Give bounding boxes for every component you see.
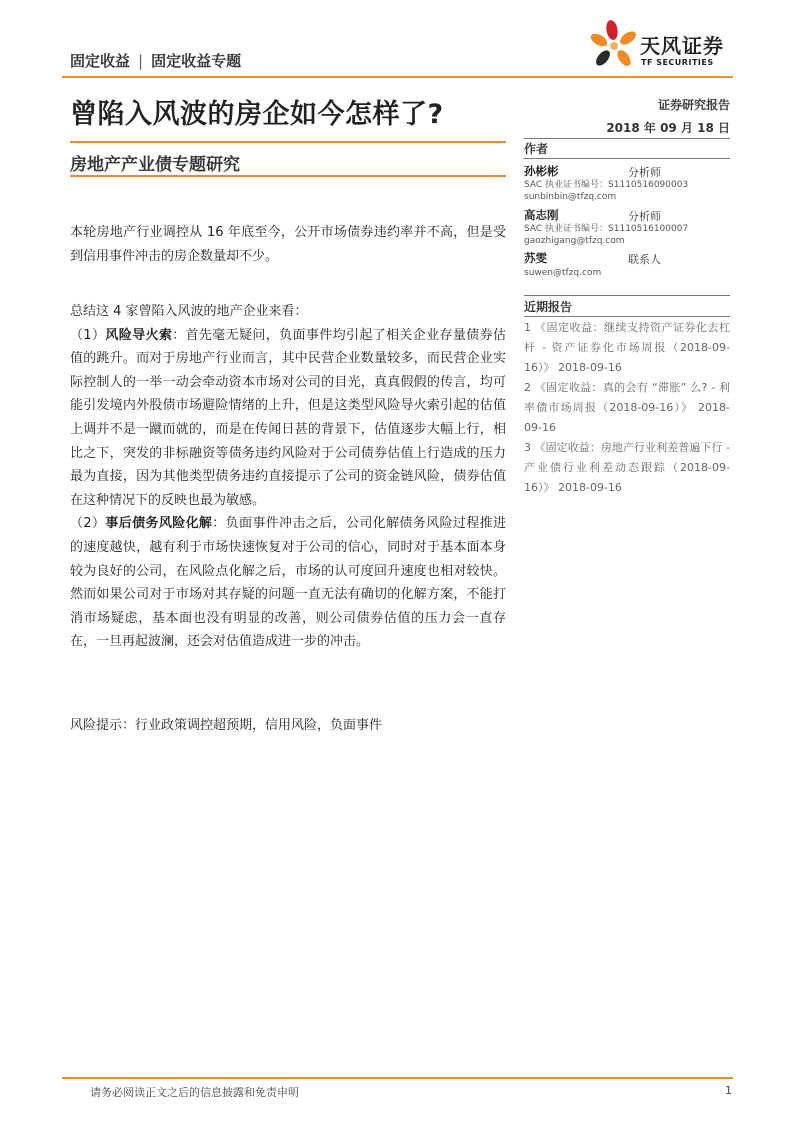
- point-one-text: ：首先毫无疑问，负面事件均引起了相关企业存量债券估值的跳升。而对于房地产行业而言，其中民营企业数量较多，而民营企业实际控制人的一举一动会牵动资本市场对公司的目光，真真假假的传言，均可能引发境内外股债市场避险情绪的上升，但是这类型风险导火索引起的估值上调并不是一蹴而就的，而是在传闻日甚的背景下，估值逐步大幅上行，相比之下，突发的非标融资等债务违约风险对于公司债券估值上行造成的压力最为直接，因为其他类型债务违约直接提示了公司的资金链风险，债券估值在这种情况下的反映也最为敏感。: [70, 327, 506, 508]
- recent-report-item[interactable]: 2 《固定收益：真的会有 “滞胀” 么? - 利率债市场周报（2018-09-16）》 2018-09-16: [524, 381, 730, 434]
- author-block: [524, 250, 730, 279]
- risk-warning-text: 风险提示：行业政策调控超预期，信用风险，负面事件: [70, 718, 383, 733]
- author-role: 分析师: [628, 210, 661, 223]
- breadcrumb-category: 固定收益: [70, 52, 131, 70]
- author-email: sunbinbin@tfzq.com: [524, 192, 617, 202]
- intro-paragraph: [70, 221, 506, 268]
- point-two-heading: 事后债务风险化解: [105, 516, 213, 532]
- logo-name: 天风证券: [640, 34, 724, 58]
- author-name: 孙彬彬: [524, 164, 559, 178]
- author-email: gaozhigang@tfzq.com: [524, 236, 625, 246]
- breadcrumb-subcategory: 固定收益专题: [151, 52, 242, 70]
- intro-text: 本轮房地产行业调控从 16 年底至今，公开市场债券违约率并不高，但是受到信用事件冲击的房企数量却不少。: [70, 225, 506, 264]
- subtitle-divider: [70, 175, 506, 177]
- risk-warning: [70, 714, 506, 738]
- report-subtitle: 房地产产业债专题研究: [70, 155, 240, 175]
- recent-report-item[interactable]: 3 《固定收益：房地产行业利差普遍下行 - 产业债行业利差动态跟踪（2018-09-16）》 2018-09-16: [524, 441, 730, 494]
- author-name: 高志刚: [524, 208, 559, 222]
- author-cert: SAC 执业证书编号：S1110516090003: [524, 180, 689, 190]
- author-role: 分析师: [628, 166, 661, 179]
- report-type: 证券研究报告: [657, 98, 730, 112]
- recent-heading-rule: [524, 316, 730, 317]
- point-two: [70, 512, 506, 654]
- authors-top-rule: [524, 138, 730, 139]
- footer-divider: [62, 1077, 733, 1079]
- author-role: 联系人: [628, 253, 661, 266]
- breadcrumb-separator: |: [138, 52, 144, 70]
- author-name: 苏雯: [524, 251, 547, 265]
- point-two-text: ：负面事件冲击之后，公司化解债务风险过程推进的速度越快，越有利于市场快速恢复对于公司的信心，同时对于基本面本身较为良好的公司，在风险点化解之后，市场的认可度回升速度也相对较快。然而如果公司对于市场对其存疑的问题一直无法有确切的化解方案，不能打消市场疑虑，基本面也没有明显的改善，则公司债券估值的压力会一直存在，一旦再起波澜，还会对估值造成进一步的冲击。: [70, 516, 506, 650]
- summary-lead: 总结这 4 家曾陷入风波的地产企业来看：: [70, 304, 308, 319]
- point-one-number: （1）: [70, 327, 106, 343]
- breadcrumb: [70, 50, 241, 71]
- recent-report-item[interactable]: 1 《固定收益：继续支持资产证券化去杠杆 - 资产证券化市场周报（2018-09-16）》 2018-09-16: [524, 321, 730, 374]
- page-number: 1: [725, 1084, 732, 1097]
- point-one: [70, 324, 506, 513]
- author-block: [524, 163, 730, 203]
- summary-section: [70, 300, 506, 654]
- author-cert: SAC 执业证书编号：S1110516100007: [524, 224, 689, 234]
- logo-english-name: TF SECURITIES: [641, 58, 714, 67]
- authors-heading: 作者: [524, 142, 549, 156]
- recent-reports-heading: 近期报告: [524, 300, 573, 314]
- point-one-heading: 风险导火索: [105, 327, 173, 343]
- authors-heading-rule: [524, 158, 730, 159]
- recent-reports-list: [524, 318, 730, 498]
- point-two-number: （2）: [70, 516, 106, 532]
- report-date: 2018 年 09 月 18 日: [606, 121, 730, 135]
- author-email: suwen@tfzq.com: [524, 268, 602, 278]
- page-title: 曾陷入风波的房企如今怎样了?: [70, 99, 444, 130]
- header-divider: [62, 76, 733, 78]
- title-divider: [70, 141, 506, 143]
- tf-securities-logo-icon: [590, 16, 642, 74]
- recent-top-rule: [524, 295, 730, 296]
- author-block: [524, 207, 730, 247]
- footer-disclaimer: 请务必阅读正文之后的信息披露和免责申明: [90, 1086, 299, 1099]
